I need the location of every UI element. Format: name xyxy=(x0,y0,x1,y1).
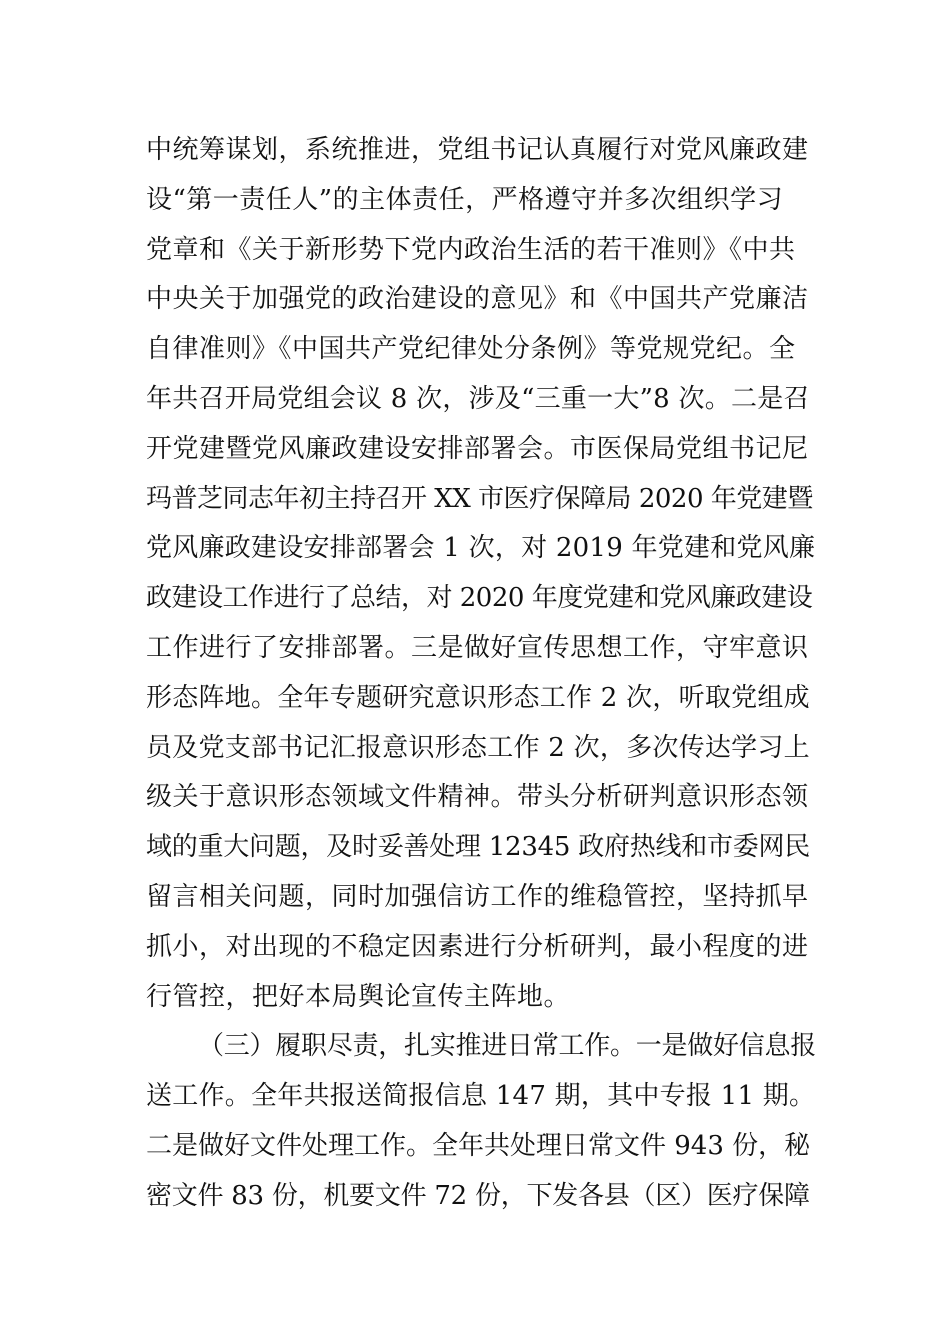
text-line: 年共召开局党组会议 8 次，涉及“三重一大”8 次。二是召 xyxy=(146,383,810,414)
text-line: 设“第一责任人”的主体责任，严格遵守并多次组织学习 xyxy=(146,184,784,215)
text-line: 留言相关问题，同时加强信访工作的维稳管控，坚持抓早 xyxy=(146,881,809,912)
text-line: 送工作。全年共报送简报信息 147 期，其中专报 11 期。 xyxy=(146,1081,816,1112)
text-line: 形态阵地。全年专题研究意识形态工作 2 次，听取党组成 xyxy=(146,682,810,713)
text-line: 中统筹谋划，系统推进，党组书记认真履行对党风廉政建 xyxy=(146,135,809,165)
text-line: 中央关于加强党的政治建设的意见》和《中国共产党廉洁 xyxy=(146,284,809,315)
text-line: 行管控，把好本局舆论宣传主阵地。 xyxy=(146,981,571,1012)
text-line: 党章和《关于新形势下党内政治生活的若干准则》《中共 xyxy=(146,234,796,265)
text-line: 政建设工作进行了总结，对 2020 年度党建和党风廉政建设 xyxy=(146,583,813,614)
text-line: 开党建暨党风廉政建设安排部署会。市医保局党组书记尼 xyxy=(146,433,809,464)
text-line: 工作进行了安排部署。三是做好宣传思想工作，守牢意识 xyxy=(146,632,809,663)
text-line: 自律准则》《中国共产党纪律处分条例》等党规党纪。全 xyxy=(146,334,796,365)
text-line: 二是做好文件处理工作。全年共处理日常文件 943 份，秘 xyxy=(146,1130,811,1161)
body-text xyxy=(146,126,816,1222)
text-line: 级关于意识形态领域文件精神。带头分析研判意识形态领 xyxy=(146,782,809,813)
text-line: 玛普芝同志年初主持召开 XX 市医疗保障局 2020 年党建暨 xyxy=(146,483,813,514)
text-line: 域的重大问题，及时妥善处理 12345 政府热线和市委网民 xyxy=(146,832,810,863)
section-heading-line: （三）履职尽责，扎实推进日常工作。一是做好信息报 xyxy=(198,1031,817,1062)
text-line: 党风廉政建设安排部署会 1 次，对 2019 年党建和党风廉 xyxy=(146,533,816,564)
text-line: 密文件 83 份，机要文件 72 份，下发各县（区）医疗保障 xyxy=(146,1180,810,1211)
text-line: 抓小，对出现的不稳定因素进行分析研判，最小程度的进 xyxy=(146,931,809,962)
text-line: 员及党支部书记汇报意识形态工作 2 次，多次传达学习上 xyxy=(146,732,810,763)
